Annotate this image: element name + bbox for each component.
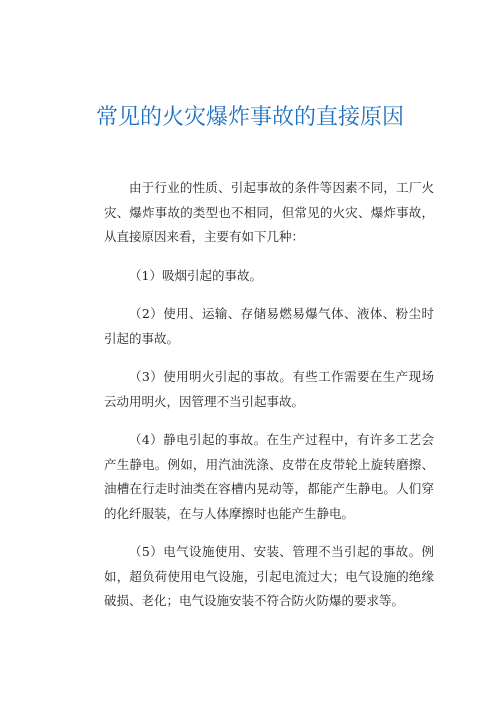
paragraph-item-2: （2）使用、运输、存储易燃易爆气体、液体、粉尘时引起的事故。: [104, 306, 434, 346]
document-body: [104, 176, 434, 614]
paragraph-item-3: （3）使用明火引起的事故。有些工作需要在生产现场云动用明火，因管理不当引起事故。: [104, 369, 434, 409]
paragraph-item-5: （5）电气设施使用、安装、管理不当引起的事故。例如，超负荷使用电气设施，引起电流过大；电气设施的绝缘破损、老化；电气设施安装不符合防火防爆的要求等。: [104, 544, 434, 608]
paragraph-item-1: （1）吸烟引起的事故。: [129, 267, 262, 283]
document-title: 常见的火灾爆炸事故的直接原因: [95, 105, 404, 130]
paragraph-item-4: （4）静电引起的事故。在生产过程中，有许多工艺会产生静电。例如，用汽油洗涤、皮带在皮带轮上旋转磨擦、油槽在行走时油类在容槽内晃动等，都能产生静电。人们穿的化纤服装，在与人体摩擦时也能产生静电。: [104, 432, 434, 521]
paragraph-intro: 由于行业的性质、引起事故的条件等因素不同，工厂火灾、爆炸事故的类型也不相同，但常见的火灾、爆炸事故，从直接原因来看，主要有如下几种：: [104, 180, 434, 244]
